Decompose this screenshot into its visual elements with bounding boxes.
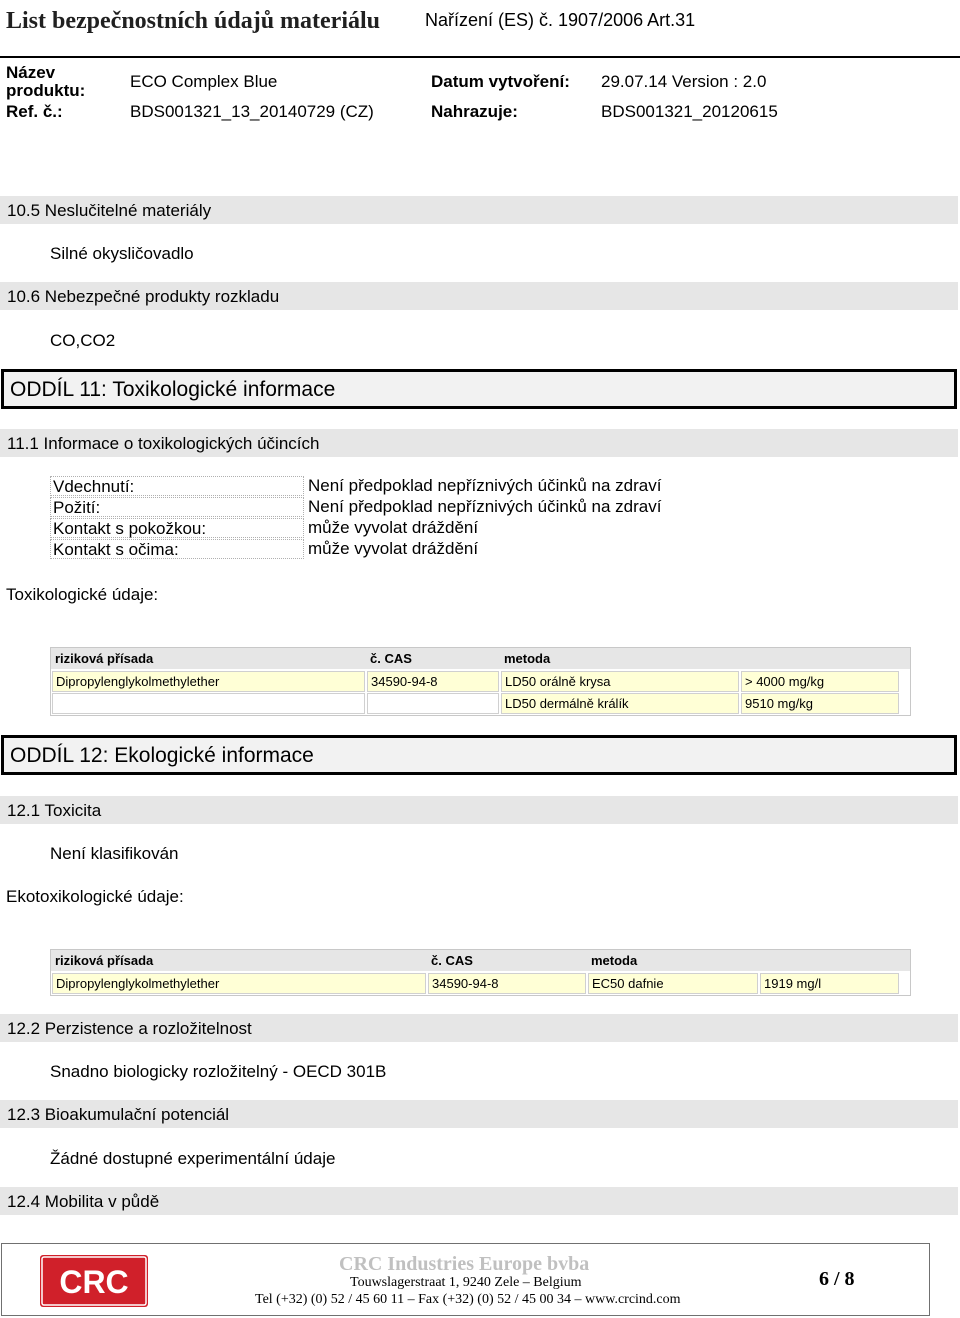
product-name: ECO Complex Blue (130, 72, 278, 91)
section-12-heading (1, 735, 957, 775)
route-value: může vyvolat dráždění (308, 539, 479, 558)
page-number: 6 / 8 (819, 1268, 855, 1290)
table-header-row (51, 648, 910, 669)
replaces-label: Nahrazuje: (431, 102, 518, 121)
table-cell: LD50 orálně krysa (501, 671, 739, 692)
ref-value: BDS001321_13_20140729 (CZ) (130, 102, 374, 121)
section-12-2-title: 12.2 Perzistence a rozložitelnost (7, 1019, 252, 1038)
regulation-reference: Nařízení (ES) č. 1907/2006 Art.31 (425, 10, 696, 30)
route-label: Vdechnutí: (50, 476, 304, 496)
table-cell (52, 693, 365, 714)
route-value: Není předpoklad nepříznivých účinků na zdraví (308, 476, 662, 495)
section-12-3-text: Žádné dostupné experimentální údaje (50, 1149, 336, 1168)
section-12-4-title: 12.4 Mobilita v půdě (7, 1192, 160, 1211)
ecotoxicology-table (50, 949, 911, 996)
table-cell: LD50 dermálně králík (501, 693, 739, 714)
table-cell: > 4000 mg/kg (741, 671, 899, 692)
header-cas: č. CAS (431, 953, 473, 968)
crc-logo-text: CRC (59, 1264, 129, 1300)
product-label-line2: produktu: (6, 81, 86, 100)
header-ingredient: riziková přísada (55, 953, 154, 968)
replaces-value: BDS001321_20120615 (601, 102, 778, 121)
table-cell: 34590-94-8 (367, 671, 499, 692)
table-cell: EC50 dafnie (588, 973, 758, 994)
date-value: 29.07.14 Version : 2.0 (601, 72, 767, 91)
section-11-heading (1, 369, 957, 409)
toxicology-table (50, 647, 911, 716)
route-label: Kontakt s očima: (50, 539, 304, 559)
section-10-6-bar (0, 282, 958, 310)
crc-logo-graphic (40, 1255, 148, 1307)
section-12-2-bar (0, 1014, 958, 1042)
table-cell: 9510 mg/kg (741, 693, 899, 714)
table-cell (367, 693, 499, 714)
ref-label: Ref. č.: (6, 102, 63, 121)
table-cell: Dipropylenglykolmethylether (52, 671, 365, 692)
section-12-title: ODDÍL 12: Ekologické informace (10, 744, 314, 767)
page-footer (1, 1243, 930, 1316)
date-label: Datum vytvoření: (431, 72, 570, 91)
route-value: může vyvolat dráždění (308, 518, 479, 537)
company-address: Touwslagerstraat 1, 9240 Zele – Belgium (350, 1275, 582, 1290)
section-10-6-title: 10.6 Nebezpečné produkty rozkladu (7, 287, 280, 306)
section-10-5-title: 10.5 Neslučitelné materiály (7, 201, 212, 220)
section-12-1-title: 12.1 Toxicita (7, 801, 102, 820)
section-11-1-title: 11.1 Informace o toxikologických účincích (7, 434, 320, 453)
table-cell: 34590-94-8 (428, 973, 586, 994)
section-12-1-text: Není klasifikován (50, 844, 179, 863)
exposure-routes-table (50, 476, 668, 562)
ecotoxicological-data-label: Ekotoxikologické údaje: (6, 887, 184, 906)
route-label: Požití: (50, 497, 304, 517)
header-ingredient: riziková přísada (55, 651, 154, 666)
product-label-line1: Název (6, 63, 56, 82)
header-method: metoda (504, 651, 551, 666)
section-12-3-bar (0, 1100, 958, 1128)
route-label: Kontakt s pokožkou: (50, 518, 304, 538)
header-divider (0, 56, 960, 58)
document-title: List bezpečnostních údajů materiálu (6, 8, 381, 34)
route-value: Není předpoklad nepříznivých účinků na zdraví (308, 497, 662, 516)
section-11-1-bar (0, 429, 958, 457)
company-contact: Tel (+32) (0) 52 / 45 60 11 – Fax (+32) (0) 52 / 45 00 34 – www.crcind.com (255, 1292, 681, 1307)
section-12-1-bar (0, 796, 958, 824)
table-cell: Dipropylenglykolmethylether (52, 973, 426, 994)
section-10-5-text: Silné okysličovadlo (50, 244, 194, 263)
section-12-4-bar (0, 1187, 958, 1215)
section-10-6-text: CO,CO2 (50, 331, 116, 350)
toxicological-data-label: Toxikologické údaje: (6, 585, 159, 604)
company-name: CRC Industries Europe bvba (339, 1253, 590, 1275)
header-cas: č. CAS (370, 651, 412, 666)
header-method: metoda (591, 953, 638, 968)
crc-logo (40, 1255, 148, 1307)
table-header-row (51, 950, 910, 971)
section-12-2-text: Snadno biologicky rozložitelný - OECD 301B (50, 1062, 387, 1081)
section-11-title: ODDÍL 11: Toxikologické informace (10, 378, 336, 401)
section-12-3-title: 12.3 Bioakumulační potenciál (7, 1105, 230, 1124)
table-cell: 1919 mg/l (760, 973, 899, 994)
section-10-5-bar (0, 196, 958, 224)
